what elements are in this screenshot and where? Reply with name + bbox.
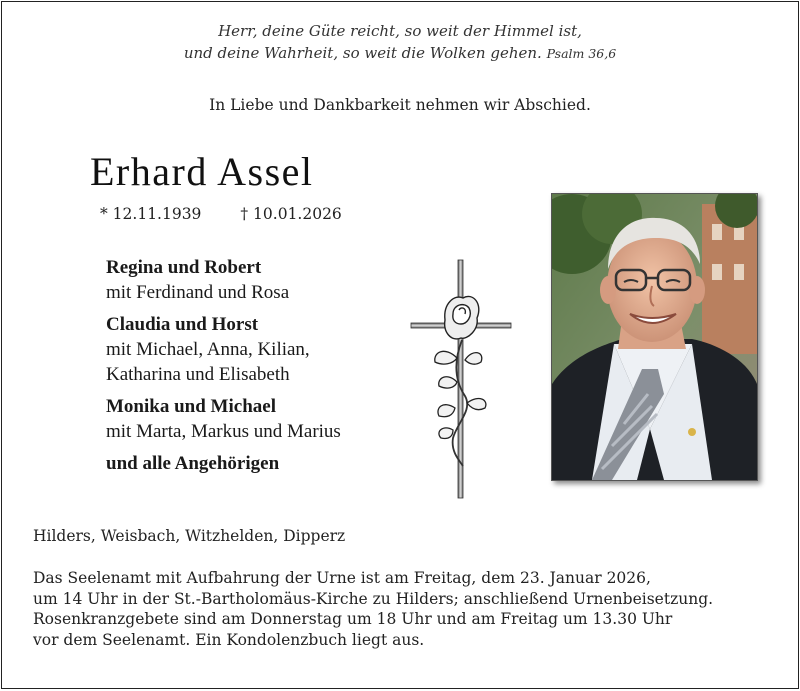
deceased-name: Erhard Assel: [90, 149, 314, 194]
mourners-list: [106, 255, 341, 476]
bible-verse: [2, 20, 798, 65]
verse-line-1: Herr, deine Güte reicht, so weit der Himmel ist,: [218, 22, 582, 40]
places-line: Hilders, Weisbach, Witzhelden, Dipperz: [33, 527, 346, 545]
mourner-group: [106, 394, 341, 444]
funeral-line: Rosenkranzgebete sind am Donnerstag um 18 Uhr und am Freitag um 13.30 Uhr: [33, 610, 673, 628]
funeral-line: Das Seelenamt mit Aufbahrung der Urne ist am Freitag, dem 23. Januar 2026,: [33, 569, 651, 587]
mourner-group-line: mit Michael, Anna, Kilian,: [106, 339, 310, 360]
verse-reference: Psalm 36,6: [546, 46, 617, 61]
birth-date: * 12.11.1939: [100, 205, 202, 223]
mourner-group-line: Katharina und Elisabeth: [106, 364, 290, 385]
farewell-line: In Liebe und Dankbarkeit nehmen wir Abschied.: [209, 96, 591, 114]
funeral-info: [33, 568, 773, 650]
mourner-group-line: mit Marta, Markus und Marius: [106, 421, 341, 442]
portrait-photo: [551, 193, 758, 481]
death-date: † 10.01.2026: [240, 205, 342, 223]
obituary-card: [1, 1, 799, 689]
mourner-group-head: Claudia und Horst: [106, 314, 259, 335]
mourner-group-head: Regina und Robert: [106, 257, 262, 278]
funeral-line: vor dem Seelenamt. Ein Kondolenzbuch liegt aus.: [33, 630, 425, 649]
all-relatives: und alle Angehörigen: [106, 453, 280, 474]
cross-with-rose-icon: [407, 258, 517, 500]
mourner-group-head: Monika und Michael: [106, 396, 276, 417]
funeral-line: um 14 Uhr in der St.-Bartholomäus-Kirche zu Hilders; anschließend Urnenbeisetzung.: [33, 589, 714, 608]
mourner-group: [106, 312, 341, 387]
verse-line-2: und deine Wahrheit, so weit die Wolken gehen. Psalm 36,6: [183, 44, 617, 62]
mourner-group: [106, 255, 341, 305]
life-dates: [100, 205, 376, 223]
mourner-group-line: mit Ferdinand und Rosa: [106, 282, 290, 303]
